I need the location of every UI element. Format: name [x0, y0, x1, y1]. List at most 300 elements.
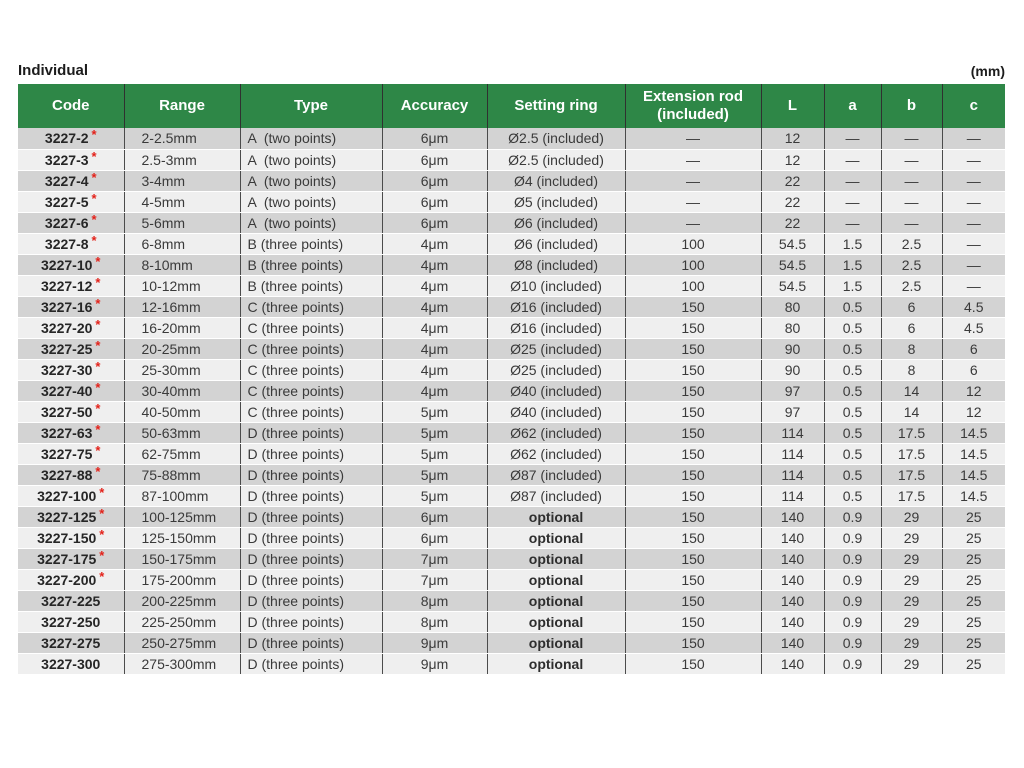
cell-extension-rod: 150 — [625, 443, 761, 464]
table-caption-row — [18, 62, 1005, 79]
cell-type: D (three points) — [240, 527, 382, 548]
cell-c: 25 — [942, 506, 1005, 527]
cell-range: 62-75mm — [124, 443, 240, 464]
table-row — [18, 485, 1005, 506]
cell-l: 80 — [761, 296, 824, 317]
cell-code: 3227-50 * — [18, 401, 124, 422]
cell-b: 2.5 — [881, 233, 942, 254]
asterisk-marker: * — [95, 317, 101, 332]
table-row — [18, 128, 1005, 149]
cell-a: — — [824, 212, 881, 233]
asterisk-marker: * — [91, 233, 97, 248]
cell-c: 4.5 — [942, 296, 1005, 317]
cell-code: 3227-3 * — [18, 149, 124, 170]
asterisk-marker: * — [95, 443, 101, 458]
cell-code: 3227-12 * — [18, 275, 124, 296]
cell-accuracy: 6μm — [382, 212, 487, 233]
cell-b: 29 — [881, 569, 942, 590]
cell-c: — — [942, 212, 1005, 233]
table-row — [18, 548, 1005, 569]
cell-l: 114 — [761, 464, 824, 485]
cell-type: B (three points) — [240, 254, 382, 275]
cell-l: 140 — [761, 569, 824, 590]
table-header-row — [18, 84, 1005, 128]
cell-b: — — [881, 128, 942, 149]
cell-extension-rod: 150 — [625, 485, 761, 506]
cell-type: D (three points) — [240, 653, 382, 674]
cell-code: 3227-5 * — [18, 191, 124, 212]
column-header-extension-rod: Extension rod (included) — [625, 84, 761, 128]
cell-a: 0.5 — [824, 443, 881, 464]
cell-b: 6 — [881, 317, 942, 338]
cell-setting-ring: optional — [487, 611, 625, 632]
cell-extension-rod: — — [625, 149, 761, 170]
cell-extension-rod: 150 — [625, 359, 761, 380]
cell-accuracy: 5μm — [382, 464, 487, 485]
cell-setting-ring: Ø4 (included) — [487, 170, 625, 191]
cell-type: D (three points) — [240, 611, 382, 632]
cell-code: 3227-225 — [18, 590, 124, 611]
asterisk-marker: * — [91, 170, 97, 185]
cell-a: — — [824, 191, 881, 212]
asterisk-marker: * — [91, 191, 97, 206]
cell-setting-ring: Ø5 (included) — [487, 191, 625, 212]
cell-c: — — [942, 254, 1005, 275]
cell-c: — — [942, 170, 1005, 191]
cell-accuracy: 4μm — [382, 254, 487, 275]
cell-setting-ring: Ø6 (included) — [487, 233, 625, 254]
cell-l: 114 — [761, 443, 824, 464]
cell-b: 6 — [881, 296, 942, 317]
asterisk-marker: * — [91, 149, 97, 164]
cell-type: D (three points) — [240, 422, 382, 443]
cell-type: D (three points) — [240, 506, 382, 527]
cell-l: 140 — [761, 590, 824, 611]
asterisk-marker: * — [95, 296, 101, 311]
cell-accuracy: 9μm — [382, 632, 487, 653]
cell-l: 90 — [761, 359, 824, 380]
cell-accuracy: 4μm — [382, 275, 487, 296]
cell-a: 0.9 — [824, 590, 881, 611]
cell-extension-rod: 150 — [625, 590, 761, 611]
cell-extension-rod: 150 — [625, 632, 761, 653]
cell-b: 29 — [881, 548, 942, 569]
cell-a: 0.5 — [824, 464, 881, 485]
table-row — [18, 527, 1005, 548]
asterisk-marker: * — [91, 212, 97, 227]
table-row — [18, 359, 1005, 380]
cell-extension-rod: 150 — [625, 422, 761, 443]
table-row — [18, 191, 1005, 212]
cell-accuracy: 6μm — [382, 149, 487, 170]
cell-a: 0.5 — [824, 296, 881, 317]
cell-l: 140 — [761, 611, 824, 632]
cell-code: 3227-150 * — [18, 527, 124, 548]
column-header-l: L — [761, 84, 824, 128]
cell-b: — — [881, 191, 942, 212]
cell-l: 97 — [761, 401, 824, 422]
cell-code: 3227-20 * — [18, 317, 124, 338]
cell-accuracy: 7μm — [382, 548, 487, 569]
table-row — [18, 506, 1005, 527]
page-title: Individual — [18, 62, 89, 79]
table-row — [18, 632, 1005, 653]
cell-l: 114 — [761, 422, 824, 443]
cell-c: — — [942, 233, 1005, 254]
cell-c: 14.5 — [942, 422, 1005, 443]
cell-c: 12 — [942, 401, 1005, 422]
asterisk-marker: * — [99, 569, 105, 584]
cell-setting-ring: Ø2.5 (included) — [487, 128, 625, 149]
cell-setting-ring: optional — [487, 590, 625, 611]
cell-range: 2-2.5mm — [124, 128, 240, 149]
cell-extension-rod: 150 — [625, 548, 761, 569]
cell-extension-rod: 150 — [625, 380, 761, 401]
cell-b: — — [881, 149, 942, 170]
cell-range: 100-125mm — [124, 506, 240, 527]
cell-b: 17.5 — [881, 422, 942, 443]
cell-code: 3227-6 * — [18, 212, 124, 233]
cell-extension-rod: 150 — [625, 338, 761, 359]
cell-setting-ring: Ø40 (included) — [487, 401, 625, 422]
cell-type: D (three points) — [240, 590, 382, 611]
table-row — [18, 254, 1005, 275]
cell-b: 29 — [881, 632, 942, 653]
cell-type: A (two points) — [240, 170, 382, 191]
cell-range: 50-63mm — [124, 422, 240, 443]
cell-range: 125-150mm — [124, 527, 240, 548]
table-row — [18, 422, 1005, 443]
cell-setting-ring: optional — [487, 506, 625, 527]
cell-c: 14.5 — [942, 443, 1005, 464]
cell-a: 0.9 — [824, 569, 881, 590]
cell-c: — — [942, 275, 1005, 296]
cell-accuracy: 6μm — [382, 128, 487, 149]
cell-type: B (three points) — [240, 275, 382, 296]
cell-a: 0.9 — [824, 506, 881, 527]
asterisk-marker: * — [95, 254, 101, 269]
cell-l: 54.5 — [761, 233, 824, 254]
cell-c: 4.5 — [942, 317, 1005, 338]
cell-l: 22 — [761, 212, 824, 233]
cell-code: 3227-75 * — [18, 443, 124, 464]
cell-setting-ring: Ø16 (included) — [487, 296, 625, 317]
column-header-b: b — [881, 84, 942, 128]
cell-extension-rod: — — [625, 191, 761, 212]
cell-accuracy: 6μm — [382, 527, 487, 548]
cell-b: 14 — [881, 401, 942, 422]
cell-setting-ring: Ø6 (included) — [487, 212, 625, 233]
cell-code: 3227-300 — [41, 655, 101, 672]
column-header-type: Type — [240, 84, 382, 128]
cell-l: 54.5 — [761, 275, 824, 296]
cell-a: 0.9 — [824, 632, 881, 653]
asterisk-marker: * — [95, 338, 101, 353]
cell-code: 3227-250 — [18, 611, 124, 632]
cell-range: 250-275mm — [124, 632, 240, 653]
cell-a: 0.9 — [824, 548, 881, 569]
cell-type: C (three points) — [240, 317, 382, 338]
cell-setting-ring: Ø62 (included) — [487, 422, 625, 443]
cell-b: 2.5 — [881, 275, 942, 296]
cell-code: 3227-88 * — [18, 464, 124, 485]
cell-range: 275-300mm — [124, 653, 240, 674]
cell-extension-rod: 150 — [625, 653, 761, 674]
cell-c: 25 — [942, 590, 1005, 611]
cell-type: A (two points) — [240, 212, 382, 233]
cell-extension-rod: 150 — [625, 506, 761, 527]
table-row — [18, 401, 1005, 422]
cell-accuracy: 8μm — [382, 590, 487, 611]
cell-extension-rod: 100 — [625, 233, 761, 254]
cell-extension-rod: — — [625, 170, 761, 191]
cell-range: 87-100mm — [124, 485, 240, 506]
cell-code: 3227-25 * — [18, 338, 124, 359]
cell-a: 0.9 — [824, 653, 881, 674]
cell-b: 29 — [881, 527, 942, 548]
cell-a: 0.5 — [824, 380, 881, 401]
cell-a: — — [824, 149, 881, 170]
asterisk-marker: * — [99, 527, 105, 542]
asterisk-marker: * — [95, 464, 101, 479]
cell-extension-rod: 150 — [625, 527, 761, 548]
table-row — [18, 338, 1005, 359]
cell-extension-rod: — — [625, 212, 761, 233]
cell-l: 140 — [761, 506, 824, 527]
cell-type: D (three points) — [240, 464, 382, 485]
cell-range: 3-4mm — [124, 170, 240, 191]
table-row — [18, 590, 1005, 611]
table-body — [18, 128, 1005, 674]
cell-code: 3227-40 * — [18, 380, 124, 401]
cell-l: 90 — [761, 338, 824, 359]
cell-range: 8-10mm — [124, 254, 240, 275]
table-row — [18, 233, 1005, 254]
cell-a: 0.5 — [824, 338, 881, 359]
asterisk-marker: * — [95, 422, 101, 437]
cell-c: — — [942, 191, 1005, 212]
cell-a: — — [824, 170, 881, 191]
cell-a: 0.9 — [824, 611, 881, 632]
cell-accuracy: 5μm — [382, 401, 487, 422]
cell-l: 140 — [761, 632, 824, 653]
cell-code: 3227-10 * — [18, 254, 124, 275]
cell-b: 17.5 — [881, 443, 942, 464]
cell-b: 29 — [881, 653, 942, 674]
cell-accuracy: 6μm — [382, 170, 487, 191]
cell-c: 25 — [942, 653, 1005, 674]
cell-b: 29 — [881, 590, 942, 611]
cell-a: 0.5 — [824, 422, 881, 443]
cell-setting-ring: Ø25 (included) — [487, 359, 625, 380]
cell-type: D (three points) — [240, 443, 382, 464]
cell-type: A (two points) — [240, 191, 382, 212]
cell-l: 80 — [761, 317, 824, 338]
cell-accuracy: 5μm — [382, 443, 487, 464]
cell-type: D (three points) — [240, 548, 382, 569]
table-row — [18, 653, 1005, 674]
cell-accuracy: 4μm — [382, 317, 487, 338]
cell-a: 0.5 — [824, 359, 881, 380]
table-row — [18, 380, 1005, 401]
cell-code: 3227-200 * — [18, 569, 124, 590]
column-header-accuracy: Accuracy — [382, 84, 487, 128]
cell-accuracy: 9μm — [382, 653, 487, 674]
cell-code: 3227-175 * — [18, 548, 124, 569]
cell-code: 3227-125 * — [18, 506, 124, 527]
cell-range: 12-16mm — [124, 296, 240, 317]
cell-type: D (three points) — [240, 485, 382, 506]
cell-accuracy: 4μm — [382, 338, 487, 359]
cell-b: 8 — [881, 338, 942, 359]
cell-type: D (three points) — [240, 569, 382, 590]
cell-type: B (three points) — [240, 233, 382, 254]
cell-a: 1.5 — [824, 233, 881, 254]
cell-c: 25 — [942, 611, 1005, 632]
cell-range: 4-5mm — [124, 191, 240, 212]
cell-b: 29 — [881, 611, 942, 632]
unit-label: (mm) — [970, 63, 1005, 79]
cell-b: 2.5 — [881, 254, 942, 275]
cell-a: — — [824, 128, 881, 149]
column-header-setting-ring: Setting ring — [487, 84, 625, 128]
cell-accuracy: 6μm — [382, 191, 487, 212]
cell-range: 25-30mm — [124, 359, 240, 380]
cell-accuracy: 6μm — [382, 506, 487, 527]
cell-range: 225-250mm — [124, 611, 240, 632]
cell-range: 150-175mm — [124, 548, 240, 569]
cell-l: 114 — [761, 485, 824, 506]
cell-setting-ring: Ø8 (included) — [487, 254, 625, 275]
table-row — [18, 464, 1005, 485]
cell-b: 14 — [881, 380, 942, 401]
cell-type: C (three points) — [240, 296, 382, 317]
cell-c: — — [942, 128, 1005, 149]
cell-a: 0.5 — [824, 401, 881, 422]
column-header-c: c — [942, 84, 1005, 128]
cell-l: 12 — [761, 149, 824, 170]
cell-l: 22 — [761, 191, 824, 212]
cell-setting-ring: Ø40 (included) — [487, 380, 625, 401]
cell-a: 1.5 — [824, 254, 881, 275]
cell-c: 12 — [942, 380, 1005, 401]
cell-accuracy: 4μm — [382, 296, 487, 317]
column-header-code: Code — [18, 84, 124, 128]
asterisk-marker: * — [95, 359, 101, 374]
cell-b: 17.5 — [881, 485, 942, 506]
cell-c: 14.5 — [942, 464, 1005, 485]
asterisk-marker: * — [99, 506, 105, 521]
cell-type: C (three points) — [240, 338, 382, 359]
spec-table — [18, 84, 1005, 674]
cell-range: 200-225mm — [124, 590, 240, 611]
column-header-range: Range — [124, 84, 240, 128]
asterisk-marker: * — [95, 275, 101, 290]
cell-setting-ring: optional — [487, 548, 625, 569]
cell-code: 3227-8 * — [18, 233, 124, 254]
cell-range: 16-20mm — [124, 317, 240, 338]
cell-c: 25 — [942, 548, 1005, 569]
cell-range: 6-8mm — [124, 233, 240, 254]
table-row — [18, 296, 1005, 317]
cell-range: 2.5-3mm — [124, 149, 240, 170]
table-row — [18, 611, 1005, 632]
cell-accuracy: 4μm — [382, 380, 487, 401]
cell-setting-ring: Ø87 (included) — [487, 464, 625, 485]
asterisk-marker: * — [99, 548, 105, 563]
cell-code: 3227-275 — [18, 632, 124, 653]
cell-range: 75-88mm — [124, 464, 240, 485]
cell-extension-rod: 150 — [625, 401, 761, 422]
asterisk-marker: * — [99, 485, 105, 500]
cell-range: 175-200mm — [124, 569, 240, 590]
cell-range: 5-6mm — [124, 212, 240, 233]
cell-setting-ring: Ø25 (included) — [487, 338, 625, 359]
cell-l: 97 — [761, 380, 824, 401]
cell-b: — — [881, 212, 942, 233]
table-row — [18, 275, 1005, 296]
asterisk-marker: * — [95, 401, 101, 416]
cell-type: A (two points) — [240, 149, 382, 170]
cell-a: 0.5 — [824, 485, 881, 506]
cell-l: 22 — [761, 170, 824, 191]
cell-extension-rod: 150 — [625, 569, 761, 590]
cell-b: 29 — [881, 506, 942, 527]
cell-code: 3227-100 * — [18, 485, 124, 506]
cell-accuracy: 4μm — [382, 359, 487, 380]
cell-setting-ring: Ø87 (included) — [487, 485, 625, 506]
cell-b: 17.5 — [881, 464, 942, 485]
cell-accuracy: 5μm — [382, 422, 487, 443]
cell-a: 1.5 — [824, 275, 881, 296]
asterisk-marker: * — [91, 128, 97, 143]
cell-a: 0.5 — [824, 317, 881, 338]
cell-c: 25 — [942, 527, 1005, 548]
table-row — [18, 443, 1005, 464]
cell-code: 3227-30 * — [18, 359, 124, 380]
cell-range: 10-12mm — [124, 275, 240, 296]
cell-setting-ring: optional — [487, 653, 625, 674]
cell-a: 0.9 — [824, 527, 881, 548]
cell-l: 140 — [761, 527, 824, 548]
table-row — [18, 317, 1005, 338]
cell-setting-ring: Ø10 (included) — [487, 275, 625, 296]
cell-c: 14.5 — [942, 485, 1005, 506]
table-row — [18, 170, 1005, 191]
cell-extension-rod: 150 — [625, 611, 761, 632]
cell-type: C (three points) — [240, 380, 382, 401]
cell-extension-rod: 100 — [625, 254, 761, 275]
cell-setting-ring: optional — [487, 527, 625, 548]
table-row — [18, 569, 1005, 590]
cell-accuracy: 7μm — [382, 569, 487, 590]
asterisk-marker: * — [95, 380, 101, 395]
cell-b: 8 — [881, 359, 942, 380]
cell-l: 12 — [761, 128, 824, 149]
cell-type: C (three points) — [240, 401, 382, 422]
cell-range: 20-25mm — [124, 338, 240, 359]
cell-b: — — [881, 170, 942, 191]
cell-setting-ring: Ø2.5 (included) — [487, 149, 625, 170]
column-header-a: a — [824, 84, 881, 128]
cell-c: 25 — [942, 569, 1005, 590]
cell-l: 54.5 — [761, 254, 824, 275]
cell-l: 140 — [761, 548, 824, 569]
cell-l: 140 — [761, 653, 824, 674]
cell-extension-rod: 150 — [625, 317, 761, 338]
cell-setting-ring: optional — [487, 569, 625, 590]
cell-setting-ring: Ø62 (included) — [487, 443, 625, 464]
